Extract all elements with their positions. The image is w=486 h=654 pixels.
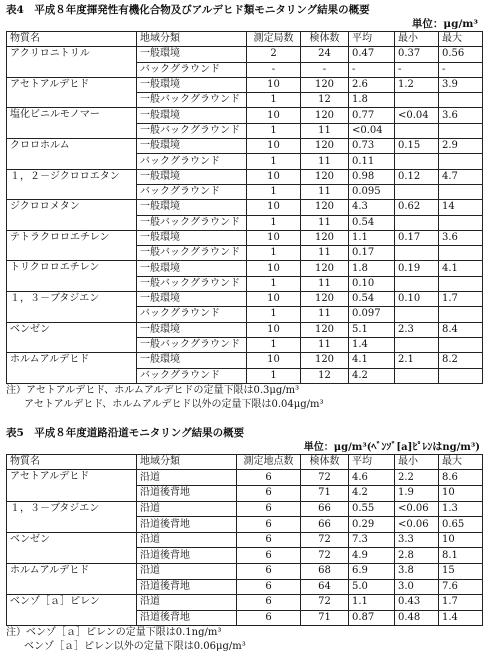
cell-max: 0.65 bbox=[439, 517, 483, 533]
table-row bbox=[7, 169, 483, 184]
table2-note-2-text: ベンゾ［ａ］ピレン以外の定量下限は0.06μg/m³ bbox=[24, 641, 246, 653]
cell-max: 10 bbox=[439, 532, 483, 548]
cell-area: バックグラウンド bbox=[137, 184, 247, 199]
cell-area: 沿道 bbox=[137, 563, 237, 579]
cell-samples: 11 bbox=[301, 154, 349, 169]
cell-count: 10 bbox=[247, 108, 301, 123]
table-row bbox=[7, 501, 483, 517]
cell-mean: 5.1 bbox=[349, 322, 395, 337]
table1-header-samples: 検体数 bbox=[301, 32, 349, 47]
cell-area: 一般バックグラウンド bbox=[137, 93, 247, 108]
substance-name: ジクロロメタン bbox=[7, 200, 137, 231]
cell-min: 2.3 bbox=[395, 322, 439, 337]
cell-max bbox=[439, 368, 483, 383]
cell-samples: 24 bbox=[301, 47, 349, 62]
substance-name: １，２－ジクロロエタン bbox=[7, 169, 137, 200]
cell-mean: 4.3 bbox=[349, 200, 395, 215]
cell-min bbox=[395, 337, 439, 352]
cell-samples: 66 bbox=[301, 517, 349, 533]
cell-samples: 71 bbox=[301, 486, 349, 502]
cell-count: 10 bbox=[247, 292, 301, 307]
cell-count: 6 bbox=[237, 486, 301, 502]
cell-area: 一般環境 bbox=[137, 139, 247, 154]
cell-max bbox=[439, 307, 483, 322]
cell-samples: 72 bbox=[301, 532, 349, 548]
cell-area: 沿道 bbox=[137, 470, 237, 486]
cell-min: 3.0 bbox=[395, 579, 439, 595]
cell-mean: 1.8 bbox=[349, 261, 395, 276]
cell-mean: 0.55 bbox=[349, 501, 395, 517]
cell-max: 3.6 bbox=[439, 230, 483, 245]
cell-count: 10 bbox=[247, 169, 301, 184]
table-row bbox=[7, 77, 483, 92]
cell-count: 10 bbox=[247, 200, 301, 215]
cell-max: 3.9 bbox=[439, 77, 483, 92]
cell-min bbox=[395, 276, 439, 291]
cell-min: <0.06 bbox=[395, 517, 439, 533]
cell-count: 6 bbox=[237, 517, 301, 533]
cell-samples: 68 bbox=[301, 563, 349, 579]
cell-samples: 120 bbox=[301, 353, 349, 368]
cell-max: 1.4 bbox=[439, 610, 483, 626]
cell-samples: - bbox=[301, 62, 349, 77]
cell-samples: 120 bbox=[301, 77, 349, 92]
cell-mean: 4.6 bbox=[349, 470, 395, 486]
table-row bbox=[7, 139, 483, 154]
cell-count: 6 bbox=[237, 532, 301, 548]
cell-count: 6 bbox=[237, 610, 301, 626]
table2 bbox=[6, 454, 483, 627]
cell-max: 15 bbox=[439, 563, 483, 579]
table-row bbox=[7, 595, 483, 611]
cell-count: 10 bbox=[247, 230, 301, 245]
cell-count: - bbox=[247, 62, 301, 77]
cell-count: 1 bbox=[247, 337, 301, 352]
cell-min: 3.3 bbox=[395, 532, 439, 548]
cell-area: 沿道後背地 bbox=[137, 548, 237, 564]
cell-mean: 5.0 bbox=[349, 579, 395, 595]
cell-mean: 0.11 bbox=[349, 154, 395, 169]
cell-mean: - bbox=[349, 62, 395, 77]
cell-min bbox=[395, 246, 439, 261]
cell-min bbox=[395, 93, 439, 108]
cell-max bbox=[439, 93, 483, 108]
cell-samples: 66 bbox=[301, 501, 349, 517]
substance-name: トリクロロエチレン bbox=[7, 261, 137, 292]
table1-header-stations: 測定局数 bbox=[247, 32, 301, 47]
cell-mean: 7.3 bbox=[349, 532, 395, 548]
table1 bbox=[6, 31, 483, 384]
cell-samples: 12 bbox=[301, 368, 349, 383]
table-row bbox=[7, 47, 483, 62]
cell-max: 0.56 bbox=[439, 47, 483, 62]
cell-area: バックグラウンド bbox=[137, 154, 247, 169]
table2-note-1: 注）ベンゾ［ａ］ピレンの定量下限は0.1ng/m³ bbox=[6, 627, 222, 639]
table-row bbox=[7, 322, 483, 337]
cell-min bbox=[395, 307, 439, 322]
cell-count: 6 bbox=[237, 470, 301, 486]
table-row bbox=[7, 292, 483, 307]
table2-header-min: 最小 bbox=[395, 454, 439, 470]
cell-samples: 11 bbox=[301, 184, 349, 199]
cell-mean: 0.98 bbox=[349, 169, 395, 184]
cell-samples: 72 bbox=[301, 595, 349, 611]
substance-name: １，３－ブタジエン bbox=[7, 292, 137, 323]
table1-header-area: 地域分類 bbox=[137, 32, 247, 47]
cell-min: 0.48 bbox=[395, 610, 439, 626]
cell-min bbox=[395, 154, 439, 169]
cell-area: 沿道後背地 bbox=[137, 610, 237, 626]
substance-name: ホルムアルデヒド bbox=[7, 353, 137, 384]
cell-min: 1.9 bbox=[395, 486, 439, 502]
cell-max: 8.2 bbox=[439, 353, 483, 368]
cell-mean: 0.097 bbox=[349, 307, 395, 322]
cell-mean: 1.4 bbox=[349, 337, 395, 352]
cell-mean: 0.095 bbox=[349, 184, 395, 199]
cell-min: - bbox=[395, 62, 439, 77]
cell-max: 4.7 bbox=[439, 169, 483, 184]
cell-max: 1.7 bbox=[439, 292, 483, 307]
cell-area: 一般環境 bbox=[137, 230, 247, 245]
cell-count: 1 bbox=[247, 215, 301, 230]
table2-header-points: 測定地点数 bbox=[237, 454, 301, 470]
cell-mean: 0.47 bbox=[349, 47, 395, 62]
table-row bbox=[7, 470, 483, 486]
cell-count: 10 bbox=[247, 353, 301, 368]
cell-mean: 1.1 bbox=[349, 595, 395, 611]
cell-max bbox=[439, 184, 483, 199]
cell-mean: 0.77 bbox=[349, 108, 395, 123]
cell-samples: 120 bbox=[301, 139, 349, 154]
substance-name: クロロホルム bbox=[7, 139, 137, 170]
cell-area: 一般バックグラウンド bbox=[137, 215, 247, 230]
table-row bbox=[7, 532, 483, 548]
cell-area: 一般環境 bbox=[137, 47, 247, 62]
cell-samples: 120 bbox=[301, 108, 349, 123]
cell-max: 4.1 bbox=[439, 261, 483, 276]
table2-header-samples: 検体数 bbox=[301, 454, 349, 470]
cell-samples: 120 bbox=[301, 261, 349, 276]
cell-area: 一般環境 bbox=[137, 322, 247, 337]
cell-area: 一般バックグラウンド bbox=[137, 123, 247, 138]
cell-count: 1 bbox=[247, 123, 301, 138]
cell-samples: 120 bbox=[301, 200, 349, 215]
cell-area: 沿道 bbox=[137, 501, 237, 517]
cell-area: 一般バックグラウンド bbox=[137, 276, 247, 291]
cell-min bbox=[395, 368, 439, 383]
cell-mean: 1.8 bbox=[349, 93, 395, 108]
cell-count: 6 bbox=[237, 548, 301, 564]
cell-samples: 71 bbox=[301, 610, 349, 626]
table-row bbox=[7, 230, 483, 245]
table1-header-min: 最小 bbox=[395, 32, 439, 47]
cell-min: 0.19 bbox=[395, 261, 439, 276]
table1-header-row bbox=[7, 32, 483, 47]
substance-name: 塩化ビニルモノマー bbox=[7, 108, 137, 139]
cell-area: 沿道 bbox=[137, 595, 237, 611]
cell-min: 2.2 bbox=[395, 470, 439, 486]
cell-min: 3.8 bbox=[395, 563, 439, 579]
table1-note-2 bbox=[6, 398, 482, 412]
table2-header-area: 地域分類 bbox=[137, 454, 237, 470]
table2-unit: 単位：μg/m³(ﾍﾞﾝｿﾞ[a]ﾋﾟﾚﾝはng/m³) bbox=[303, 441, 480, 453]
cell-max: 1.7 bbox=[439, 595, 483, 611]
cell-samples: 120 bbox=[301, 322, 349, 337]
cell-area: 沿道後背地 bbox=[137, 579, 237, 595]
cell-area: 沿道 bbox=[137, 532, 237, 548]
cell-area: バックグラウンド bbox=[137, 307, 247, 322]
table2-header-substance: 物質名 bbox=[7, 454, 137, 470]
cell-min: 0.12 bbox=[395, 169, 439, 184]
cell-count: 10 bbox=[247, 261, 301, 276]
cell-max bbox=[439, 154, 483, 169]
cell-min: 0.15 bbox=[395, 139, 439, 154]
cell-mean: 0.54 bbox=[349, 292, 395, 307]
table-row bbox=[7, 108, 483, 123]
cell-min: 1.2 bbox=[395, 77, 439, 92]
cell-mean: 0.73 bbox=[349, 139, 395, 154]
table1-note-1: 注）アセトアルデヒド、ホルムアルデヒドの定量下限は0.3μg/m³ bbox=[6, 384, 300, 396]
cell-samples: 120 bbox=[301, 230, 349, 245]
cell-samples: 12 bbox=[301, 93, 349, 108]
cell-max: 8.1 bbox=[439, 548, 483, 564]
cell-samples: 72 bbox=[301, 470, 349, 486]
cell-mean: 0.87 bbox=[349, 610, 395, 626]
cell-max: 7.6 bbox=[439, 579, 483, 595]
cell-mean: 4.1 bbox=[349, 353, 395, 368]
cell-samples: 120 bbox=[301, 169, 349, 184]
substance-name: ホルムアルデヒド bbox=[7, 563, 137, 594]
substance-name: ベンゾ［ａ］ピレン bbox=[7, 595, 137, 626]
substance-name: ベンゼン bbox=[7, 322, 137, 353]
cell-area: 一般環境 bbox=[137, 292, 247, 307]
cell-count: 2 bbox=[247, 47, 301, 62]
cell-area: バックグラウンド bbox=[137, 368, 247, 383]
cell-min: <0.06 bbox=[395, 501, 439, 517]
document-page bbox=[6, 3, 482, 654]
cell-max: - bbox=[439, 62, 483, 77]
substance-name: アクリロニトリル bbox=[7, 47, 137, 78]
cell-mean: 2.6 bbox=[349, 77, 395, 92]
cell-count: 10 bbox=[247, 139, 301, 154]
cell-count: 10 bbox=[247, 322, 301, 337]
table1-title: 表4 平成８年度揮発性有機化合物及びアルデヒド類モニタリング結果の概要 bbox=[6, 4, 370, 16]
cell-max bbox=[439, 215, 483, 230]
table1-unit: 単位：μg/m³ bbox=[411, 18, 478, 30]
cell-max: 10 bbox=[439, 486, 483, 502]
substance-name: アセトアルデヒド bbox=[7, 470, 137, 501]
cell-max bbox=[439, 337, 483, 352]
cell-max: 14 bbox=[439, 200, 483, 215]
cell-area: 一般バックグラウンド bbox=[137, 246, 247, 261]
cell-count: 6 bbox=[237, 563, 301, 579]
cell-area: 一般環境 bbox=[137, 261, 247, 276]
cell-count: 10 bbox=[247, 77, 301, 92]
cell-max bbox=[439, 276, 483, 291]
cell-count: 1 bbox=[247, 184, 301, 199]
substance-name: １，３－ブタジエン bbox=[7, 501, 137, 532]
cell-min: 2.1 bbox=[395, 353, 439, 368]
cell-area: バックグラウンド bbox=[137, 62, 247, 77]
cell-area: 一般環境 bbox=[137, 77, 247, 92]
table1-header-max: 最大 bbox=[439, 32, 483, 47]
cell-area: 一般環境 bbox=[137, 169, 247, 184]
cell-max bbox=[439, 123, 483, 138]
cell-min: 0.62 bbox=[395, 200, 439, 215]
cell-samples: 11 bbox=[301, 276, 349, 291]
cell-samples: 72 bbox=[301, 548, 349, 564]
cell-mean: 4.2 bbox=[349, 368, 395, 383]
table1-header-substance: 物質名 bbox=[7, 32, 137, 47]
cell-samples: 11 bbox=[301, 246, 349, 261]
cell-samples: 11 bbox=[301, 307, 349, 322]
table2-header-max: 最大 bbox=[439, 454, 483, 470]
cell-count: 1 bbox=[247, 368, 301, 383]
cell-count: 6 bbox=[237, 595, 301, 611]
cell-mean: 4.9 bbox=[349, 548, 395, 564]
table2-title: 表5 平成８年度道路沿道モニタリング結果の概要 bbox=[6, 426, 245, 439]
cell-min bbox=[395, 123, 439, 138]
substance-name: テトラクロロエチレン bbox=[7, 230, 137, 261]
cell-area: 沿道後背地 bbox=[137, 486, 237, 502]
cell-min: 0.43 bbox=[395, 595, 439, 611]
cell-count: 1 bbox=[247, 276, 301, 291]
cell-min bbox=[395, 215, 439, 230]
cell-mean: 0.54 bbox=[349, 215, 395, 230]
cell-max: 2.9 bbox=[439, 139, 483, 154]
table2-header-row bbox=[7, 454, 483, 470]
cell-area: 一般環境 bbox=[137, 108, 247, 123]
cell-min: 0.37 bbox=[395, 47, 439, 62]
cell-max: 8.6 bbox=[439, 470, 483, 486]
cell-count: 1 bbox=[247, 154, 301, 169]
cell-min: <0.04 bbox=[395, 108, 439, 123]
table2-header-mean: 平均 bbox=[349, 454, 395, 470]
cell-count: 6 bbox=[237, 579, 301, 595]
cell-count: 6 bbox=[237, 501, 301, 517]
cell-min: 0.10 bbox=[395, 292, 439, 307]
table1-note-2-text: アセトアルデヒド、ホルムアルデヒド以外の定量下限は0.04μg/m³ bbox=[24, 398, 324, 410]
table1-header-mean: 平均 bbox=[349, 32, 395, 47]
table-row bbox=[7, 563, 483, 579]
cell-min: 2.8 bbox=[395, 548, 439, 564]
cell-max: 8.4 bbox=[439, 322, 483, 337]
cell-samples: 120 bbox=[301, 292, 349, 307]
cell-mean: 1.1 bbox=[349, 230, 395, 245]
cell-samples: 11 bbox=[301, 215, 349, 230]
cell-mean: 4.2 bbox=[349, 486, 395, 502]
table-row bbox=[7, 353, 483, 368]
cell-mean: <0.04 bbox=[349, 123, 395, 138]
cell-samples: 11 bbox=[301, 337, 349, 352]
cell-mean: 0.29 bbox=[349, 517, 395, 533]
substance-name: ベンゼン bbox=[7, 532, 137, 563]
cell-count: 1 bbox=[247, 307, 301, 322]
cell-samples: 11 bbox=[301, 123, 349, 138]
cell-area: 沿道後背地 bbox=[137, 517, 237, 533]
table-row bbox=[7, 261, 483, 276]
cell-area: 一般環境 bbox=[137, 200, 247, 215]
cell-min: 0.17 bbox=[395, 230, 439, 245]
cell-max bbox=[439, 246, 483, 261]
table-row bbox=[7, 200, 483, 215]
cell-count: 1 bbox=[247, 246, 301, 261]
cell-max: 1.3 bbox=[439, 501, 483, 517]
cell-max: 3.6 bbox=[439, 108, 483, 123]
cell-mean: 0.17 bbox=[349, 246, 395, 261]
cell-area: 一般バックグラウンド bbox=[137, 337, 247, 352]
cell-mean: 0.10 bbox=[349, 276, 395, 291]
cell-area: 一般環境 bbox=[137, 353, 247, 368]
cell-min bbox=[395, 184, 439, 199]
cell-mean: 6.9 bbox=[349, 563, 395, 579]
cell-count: 1 bbox=[247, 93, 301, 108]
cell-samples: 64 bbox=[301, 579, 349, 595]
substance-name: アセトアルデヒド bbox=[7, 77, 137, 108]
